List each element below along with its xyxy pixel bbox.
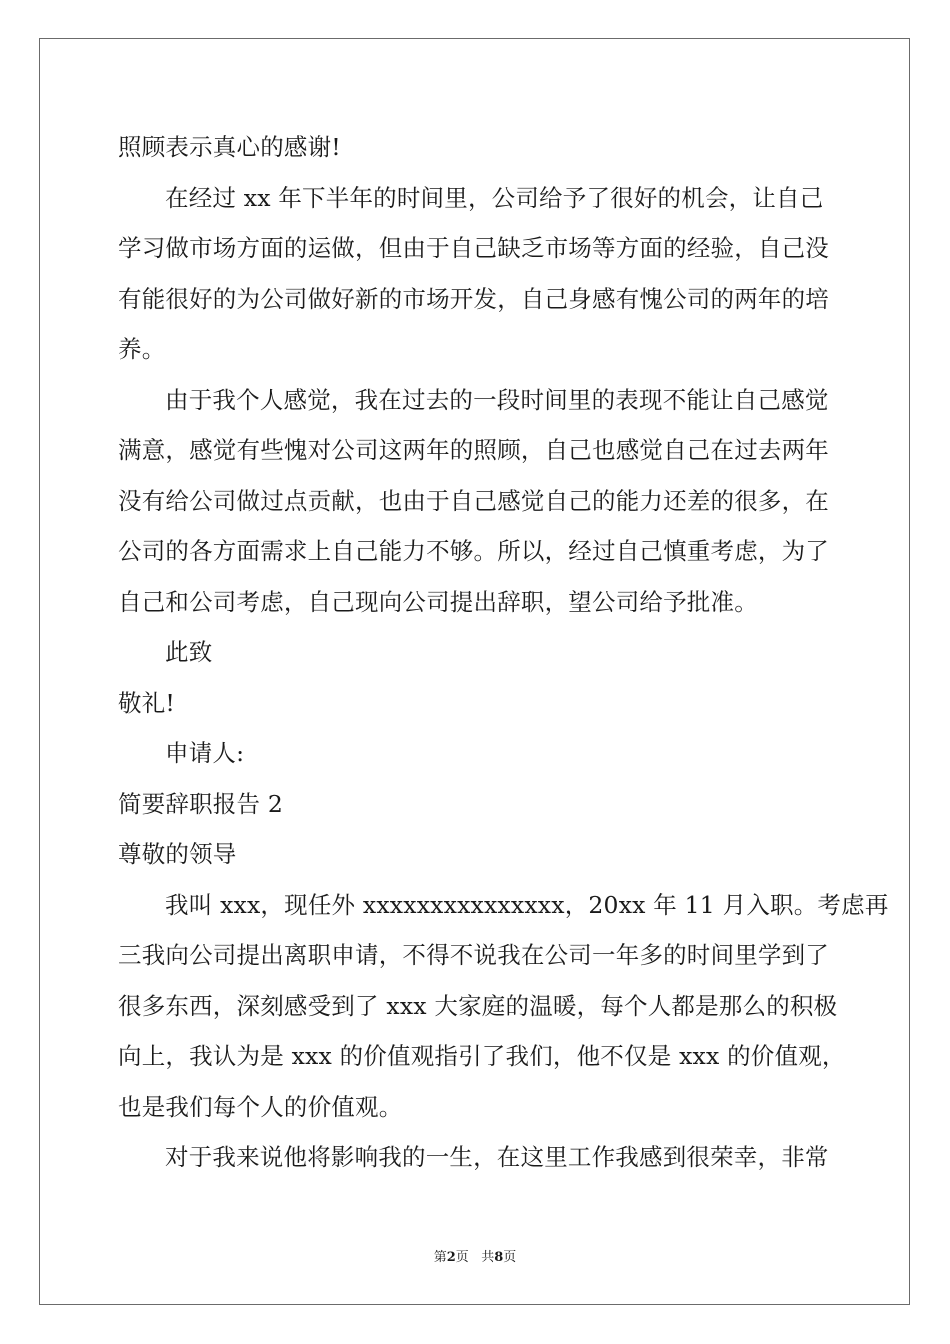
page-total: 8	[494, 1250, 504, 1265]
total-suffix: 页	[503, 1250, 517, 1265]
section-title: 简要辞职报告 2	[118, 789, 284, 818]
text-line: 对于我来说他将影响我的一生，在这里工作我感到很荣幸，非常	[165, 1143, 829, 1171]
page-prefix: 第	[433, 1250, 447, 1265]
document-body	[118, 122, 889, 1183]
text-line: 在经过 xx 年下半年的时间里，公司给予了很好的机会，让自己	[165, 183, 824, 212]
applicant-label: 申请人:	[165, 739, 245, 767]
text-line: 公司的各方面需求上自己能力不够。所以，经过自己慎重考虑，为了	[118, 537, 829, 565]
text-line: 照顾表示真心的感谢!	[118, 133, 341, 161]
text-line: 自己和公司考虑，自己现向公司提出辞职，望公司给予批准。	[118, 587, 758, 616]
closing-salutation: 此致	[165, 638, 213, 666]
text-line: 很多东西，深刻感受到了 xxx 大家庭的温暖，每个人都是那么的积极	[118, 991, 838, 1020]
page-current: 2	[446, 1250, 456, 1265]
text-line: 由于我个人感觉，我在过去的一段时间里的表现不能让自己感觉	[165, 385, 829, 414]
text-line: 满意，感觉有些愧对公司这两年的照顾，自己也感觉自己在过去两年	[118, 436, 829, 464]
text-line: 我叫 xxx，现任外 xxxxxxxxxxxxxxx，20xx 年 11 月入职。考虑再	[165, 890, 889, 919]
text-line: 有能很好的为公司做好新的市场开发，自己身感有愧公司的两年的培	[118, 284, 829, 313]
total-prefix: 共	[481, 1250, 495, 1265]
text-line: 没有给公司做过点贡献，也由于自己感觉自己的能力还差的很多，在	[118, 486, 829, 515]
text-line: 也是我们每个人的价值观。	[118, 1092, 403, 1121]
text-line: 三我向公司提出离职申请，不得不说我在公司一年多的时间里学到了	[118, 941, 829, 969]
text-line: 向上，我认为是 xxx 的价值观指引了我们，他不仅是 xxx 的价值观，	[118, 1042, 846, 1070]
page-footer	[0, 1246, 950, 1265]
text-line: 养。	[118, 335, 166, 363]
greeting: 尊敬的领导	[118, 840, 237, 868]
page-suffix: 页	[455, 1250, 469, 1265]
closing-respect: 敬礼!	[118, 688, 176, 717]
text-line: 学习做市场方面的运做，但由于自己缺乏市场等方面的经验，自己没	[118, 234, 829, 262]
